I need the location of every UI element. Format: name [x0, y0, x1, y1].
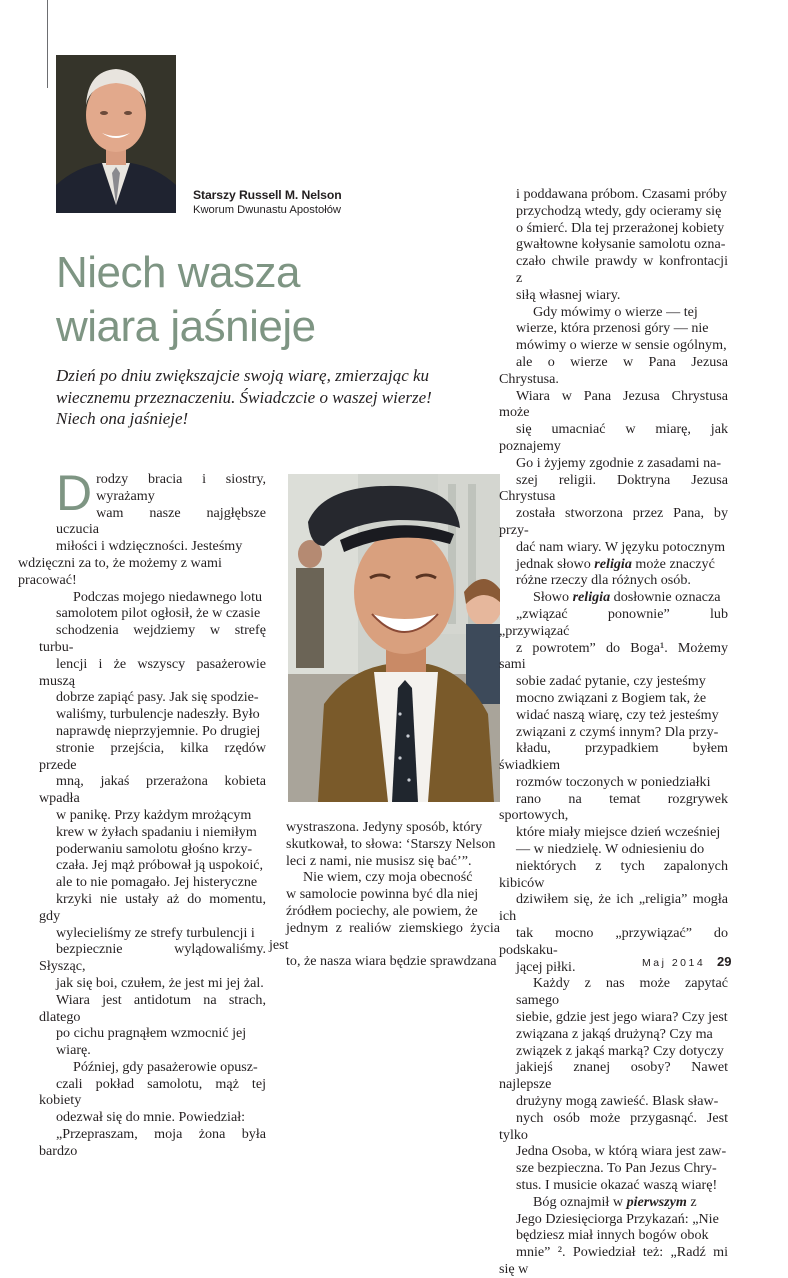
text-line: to, że nasza wiara będzie sprawdzana — [286, 953, 497, 970]
text-line: Gdy mówimy o wierze — tej — [533, 303, 698, 320]
text-line: jącej piłki. — [516, 958, 576, 975]
text-line: czali pokład samolotu, mąż tej kobiety — [39, 1075, 266, 1109]
text-line: mówimy o wierze w sensie ogólnym, — [516, 337, 727, 354]
text-line: „Przepraszam, moja żona była bardzo — [39, 1126, 266, 1159]
paragraph — [18, 465, 266, 589]
text-line: czała. Jej mąż próbował ją uspokoić, — [56, 857, 264, 874]
text-line: mną, jakaś przerażona kobieta wpadła — [39, 773, 266, 807]
article-lead — [56, 365, 496, 430]
text-line: widać naszą wiarę, czy też jesteśmy — [516, 706, 719, 723]
text-line: skutkował, to słowa: ‘Starszy Nelson — [286, 835, 496, 852]
text-line: i poddawana próbom. Czasami próby — [516, 186, 727, 202]
text-line: dobrze zapiąć pasy. Jak się spodzie- — [56, 689, 259, 706]
text-line: wdzięczni za to, że możemy z wami — [18, 554, 222, 571]
text-line: drużyny mogą zawieść. Blask sław- — [516, 1093, 719, 1110]
author-portrait-illustration — [56, 55, 176, 213]
text-line: niektórych z tych zapalonych kibiców — [499, 857, 728, 891]
text-line: wiarę. — [56, 1042, 91, 1059]
text-line: Jego Dziesięciorga Przykazań: „Nie — [516, 1210, 719, 1227]
paragraph — [516, 186, 728, 304]
lead-line-1: Dzień po dniu zwiększajcie swoją wiarę, zmierzając ku — [56, 366, 430, 385]
article-title — [56, 246, 476, 354]
text-line: bezpiecznie wylądowaliśmy. Słysząc, — [39, 941, 266, 975]
title-line-1: Niech wasza — [56, 248, 300, 297]
text-line: różne rzeczy dla różnych osób. — [516, 572, 691, 589]
text-line: w panikę. Przy każdym mrożącym — [56, 806, 252, 823]
text-line: — w niedzielę. W odniesieniu do — [516, 841, 705, 858]
issue-date: Maj 2014 — [642, 957, 706, 969]
text-line: schodzenia wejdziemy w strefę turbu- — [39, 622, 266, 655]
text-line: została stworzona przez Pana, by przy- — [499, 505, 728, 538]
text-line: sze bezpieczna. To Pan Jezus Chry- — [516, 1160, 717, 1177]
text-line: Podczas mojego niedawnego lotu — [73, 588, 263, 605]
text-line: rozmów toczonych w poniedziałki — [516, 773, 711, 790]
lead-line-2: wiecznemu przeznaczeniu. Świadczcie o waszej wierze! — [56, 387, 432, 407]
text-line: nych osób może przygasnąć. Jest tylko — [499, 1109, 728, 1143]
text-line: w samolocie powinna być dla niej — [286, 886, 479, 903]
text-line: które miały miejsce dzień wcześniej — [516, 824, 721, 841]
text-line: rodzy bracia i siostry, wyrażamy — [96, 471, 266, 504]
article-photo-illustration — [288, 474, 500, 802]
article-photo — [288, 474, 500, 802]
text-line: Jedna Osoba, w którą wiara jest zaw- — [516, 1143, 727, 1160]
text-line: poderwaniu samolotu głośno krzy- — [56, 840, 253, 857]
emphasized-word: religia — [572, 589, 611, 606]
text-line: krew w żyłach spadaniu i niemiłym — [56, 823, 257, 840]
text-line: będziesz miał innych bogów obok — [516, 1227, 709, 1244]
paragraph — [499, 589, 728, 975]
text-line: leci z nami, nie musisz się bać’”. — [286, 852, 472, 869]
text-line: odezwał się do mnie. Powiedział: — [56, 1109, 246, 1126]
text-line: wystraszona. Jedyny sposób, który — [286, 819, 483, 835]
text-line: naprawdę nieprzyjemnie. Po drugiej — [56, 722, 261, 739]
text-line: samolotem pilot ogłosił, że w czasie — [56, 605, 261, 622]
emphasized-word: pierwszym — [626, 1193, 687, 1210]
text-line: jednym z realiów ziemskiego życia jest — [269, 919, 500, 953]
paragraph — [499, 303, 728, 590]
text-line: siebie, gdzie jest jego wiara? Czy jest — [516, 1009, 728, 1026]
text-line: dziwiłem się, że ich „religia” mogła ich — [499, 891, 728, 925]
margin-rule — [47, 0, 48, 88]
drop-cap: D — [56, 465, 93, 521]
text-line: stus. I musicie okazać waszą wiarę! — [516, 1177, 718, 1194]
text-line: związani z czymś innym? Dla przy- — [516, 723, 719, 740]
text-line: Bóg oznajmił w pierwszym z — [533, 1193, 697, 1210]
text-line: ale o wierze w Pana Jezusa Chrystusa. — [499, 353, 728, 387]
text-line: tak mocno „przywiązać” do podskaku- — [499, 925, 728, 958]
page-number: 29 — [717, 954, 732, 969]
paragraph — [39, 588, 266, 1059]
emphasized-word: religia — [594, 555, 632, 572]
text-line: pracować! — [18, 571, 77, 588]
text-line: jakiejś znanej osoby? Nawet najlepsze — [499, 1059, 728, 1093]
text-line: Później, gdy pasażerowie opusz- — [73, 1058, 258, 1075]
text-line: stronie przejścia, kilka rzędów przede — [39, 739, 266, 773]
paragraph — [499, 975, 728, 1194]
text-line: o śmierć. Dla tej przerażonej kobiety — [516, 219, 725, 236]
text-line: czało chwile prawdy w konfrontacji z — [516, 253, 728, 286]
text-line: związana z jakąś drużyną? Czy ma — [516, 1025, 713, 1042]
title-line-2: wiara jaśnieje — [56, 302, 316, 351]
text-line: Wiara jest antidotum na strach, dlatego — [39, 991, 266, 1025]
text-line: dać nam wiary. W języku potocznym — [516, 538, 726, 555]
text-line: rano na temat rozgrywek sportowych, — [499, 790, 728, 824]
text-line: związek z jakąś marką? Czy dotyczy — [516, 1042, 724, 1059]
author-info — [193, 187, 342, 217]
text-line: siłą własnej wiary. — [516, 286, 621, 303]
text-line: ale to nie pomagało. Jej histeryczne — [56, 874, 258, 891]
text-line: jak się boi, czułem, że jest mi jej żal. — [56, 974, 264, 991]
text-column-3 — [499, 186, 728, 1278]
text-line: Nie wiem, czy moja obecność — [303, 869, 473, 886]
text-line: z powrotem” do Boga¹. Możemy sami — [499, 639, 728, 673]
text-line: „związać ponownie” lub „przywiązać — [499, 605, 728, 639]
author-portrait — [56, 55, 176, 213]
author-role: Kworum Dwunastu Apostołów — [193, 204, 341, 216]
text-line: szej religii. Doktryna Jezusa Chrystusa — [499, 471, 728, 505]
text-column-1 — [18, 465, 266, 1160]
text-column-2 — [269, 819, 500, 970]
text-line: krzyki nie ustały aż do momentu, gdy — [39, 890, 266, 924]
text-line: Wiara w Pana Jezusa Chrystusa może — [499, 387, 728, 421]
text-line: Słowo religia dosłownie oznacza — [533, 589, 721, 606]
text-line: po cichu pragnąłem wzmocnić jej — [56, 1025, 247, 1042]
text-line: wam nasze najgłębsze uczucia — [56, 504, 266, 538]
text-line: Każdy z nas może zapytać samego — [516, 975, 728, 1009]
text-line: się umacniać w miarę, jak poznajemy — [499, 421, 728, 454]
paragraph — [499, 1193, 728, 1278]
text-line: wylecieliśmy ze strefy turbulencji i — [56, 924, 255, 941]
text-line: miłości i wdzięczności. Jesteśmy — [56, 538, 243, 555]
paragraph — [269, 869, 500, 970]
author-name: Starszy Russell M. Nelson — [193, 188, 342, 202]
paragraph — [286, 819, 500, 869]
lead-line-3: Niech ona jaśnieje! — [56, 409, 189, 428]
text-line: źródłem pociechy, ale powiem, że — [286, 902, 478, 919]
text-line: lencji i że wszyscy pasażerowie muszą — [39, 655, 266, 689]
text-line: sobie zadać pytanie, czy jesteśmy — [516, 673, 706, 690]
text-line: wierze, która przenosi góry — nie — [516, 320, 709, 337]
text-line: Go i żyjemy zgodnie z zasadami na- — [516, 454, 722, 471]
text-line: waliśmy, turbulencje nadeszły. Było — [56, 706, 260, 723]
text-line: gwałtowne kołysanie samolotu ozna- — [516, 236, 726, 253]
text-line: jednak słowo religia może znaczyć — [516, 555, 715, 572]
text-line: mnie” ². Powiedział też: „Radź mi się w — [499, 1244, 728, 1277]
text-line: przychodzą wtedy, gdy ocieramy się — [516, 202, 722, 219]
text-line: kładu, przypadkiem byłem świadkiem — [499, 740, 728, 774]
paragraph — [39, 1058, 266, 1160]
text-line: mocno związani z Bogiem tak, że — [516, 689, 707, 706]
